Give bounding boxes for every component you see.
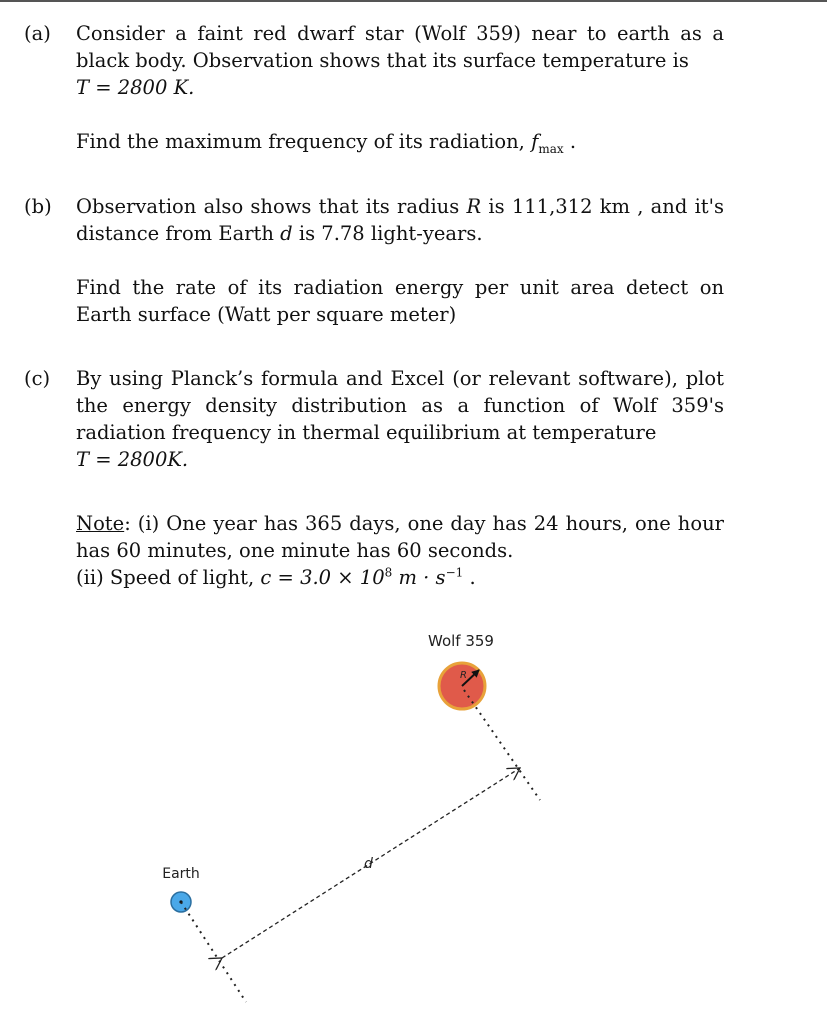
part-a-question-text: Find the maximum frequency of its radiation, <box>76 130 532 153</box>
part-c-statement <box>76 365 724 473</box>
part-a-temperature: T = 2800 K. <box>76 76 195 99</box>
distance-symbol: d <box>280 222 293 245</box>
note-label: Note <box>76 512 125 535</box>
unit-exponent: −1 <box>445 565 464 580</box>
note-line-1 <box>76 510 724 591</box>
speed-of-light-expr: c = 3.0 × 10 <box>260 566 385 589</box>
part-b-text-1: Observation also shows that its radius <box>76 195 467 218</box>
part-b-body <box>76 193 724 328</box>
part-c-sentence: By using Planck’s formula and Excel (or relevant software), plot the energy density distribution as a function of Wolf 359's radiation frequency in thermal equilibrium at temperature <box>76 367 724 444</box>
wolf-earth-diagram <box>0 600 827 1024</box>
note-line-2-text: (ii) Speed of light, <box>76 566 261 589</box>
note-line-1-text: : (i) One year has 365 days, one day has 24 hours, one hour has 60 minutes, one minute has 60 seconds. <box>76 512 724 562</box>
earth-label: Earth <box>162 866 200 882</box>
part-a-question <box>76 128 724 155</box>
part-b-text-2: is 111,312 km , and it's distance from Earth <box>76 195 725 245</box>
note-body <box>76 510 724 591</box>
wolf-359-label: Wolf 359 <box>428 632 494 650</box>
note <box>24 510 724 591</box>
part-b-text-3: is 7.78 light-years. <box>292 222 483 245</box>
radius-label: R <box>460 670 467 681</box>
top-rule <box>0 0 827 2</box>
part-a-label: (a) <box>24 22 51 45</box>
part-b <box>24 193 724 328</box>
part-c-temperature: T = 2800K. <box>76 448 189 471</box>
earth-radial-line <box>181 902 246 1002</box>
part-b-label: (b) <box>24 195 52 218</box>
note-line-2-end: . <box>463 566 476 589</box>
f-max-subscript: max <box>538 141 564 156</box>
part-a-statement <box>76 20 724 101</box>
part-c-label: (c) <box>24 367 51 390</box>
distance-label: d <box>364 856 373 872</box>
part-b-question: Find the rate of its radiation energy per unit area detect on Earth surface (Watt per square meter) <box>76 276 724 326</box>
part-c-body <box>76 365 724 473</box>
part-a-body <box>76 20 724 155</box>
radius-symbol: R <box>466 195 482 218</box>
part-b-statement <box>76 193 724 247</box>
speed-exponent: 8 <box>384 565 393 580</box>
f-max-symbol: f <box>531 130 539 153</box>
part-a-sentence: Consider a faint red dwarf star (Wolf 359) near to earth as a black body. Observation shows that its surface temperature is <box>76 22 724 72</box>
part-c <box>24 365 724 473</box>
part-a-question-end: . <box>563 130 577 153</box>
part-a <box>24 20 724 155</box>
speed-unit: m · s <box>392 566 446 589</box>
